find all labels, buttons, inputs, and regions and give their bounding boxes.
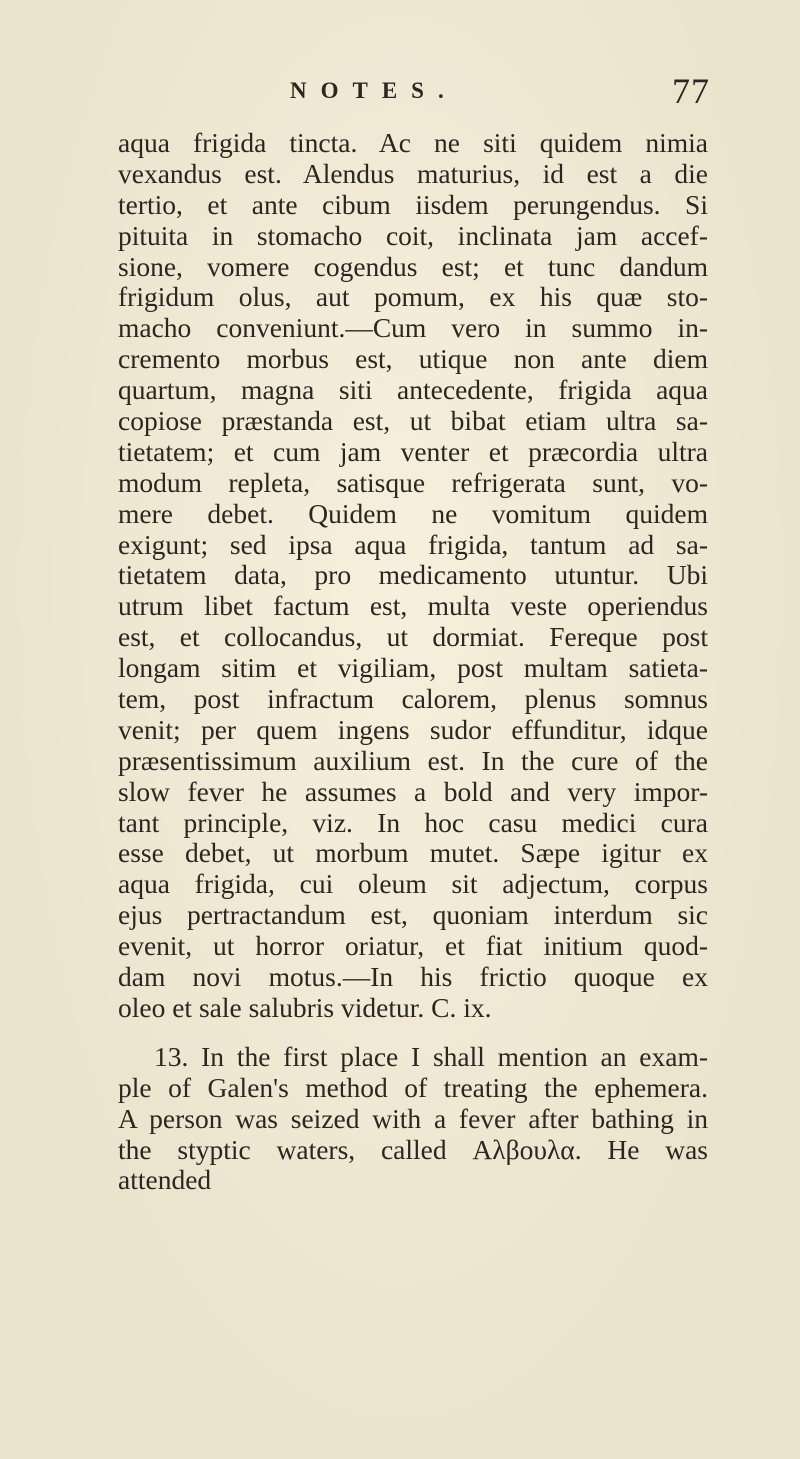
text-line: the styptic waters, called Αλβουλα. He was — [118, 1133, 708, 1165]
running-head-title: NOTES. — [290, 78, 458, 103]
text-line: tem, post infractum calorem, plenus somnus — [118, 683, 708, 715]
text-line: frigidum olus, aut pomum, ex his quæ sto- — [118, 281, 708, 313]
catchword: attended — [118, 1164, 212, 1196]
paragraph-note-13 — [118, 1042, 708, 1196]
body-text — [118, 128, 708, 1196]
text-line: tant principle, viz. In hoc casu medici cura — [118, 806, 708, 838]
text-line: aqua frigida tincta. Ac ne siti quidem nimia — [118, 127, 708, 158]
text-line: vexandus est. Alendus maturius, id est a die — [118, 157, 708, 189]
text-line: longam sitim et vigiliam, post multam satieta- — [118, 652, 708, 684]
text-line: præsentissimum auxilium est. In the cure of the — [118, 744, 708, 776]
text-line: ple of Galen's method of treating the ephemera. — [118, 1071, 708, 1103]
text-line: tertio, et ante cibum iisdem perungendus. Si — [118, 188, 708, 220]
text-line: aqua frigida, cui oleum sit adjectum, corpus — [118, 868, 708, 900]
text-line: oleo et sale salubris videtur. C. ix. — [118, 991, 492, 1023]
text-line: slow fever he assumes a bold and very impor- — [118, 775, 708, 807]
text-line: esse debet, ut morbum mutet. Sæpe igitur ex — [118, 837, 708, 869]
text-line: sione, vomere cogendus est; et tunc dandum — [118, 250, 708, 282]
paragraph-latin-quotation — [118, 128, 708, 1024]
text-line: 13. In the first place I shall mention an exam- — [154, 1040, 708, 1072]
running-head — [290, 70, 710, 116]
text-line: modum repleta, satisque refrigerata sunt, vo- — [118, 466, 708, 498]
text-line: tietatem; et cum jam venter et præcordia ultra — [118, 435, 708, 467]
text-line: pituita in stomacho coit, inclinata jam accef- — [118, 219, 708, 251]
text-line: est, et collocandus, ut dormiat. Fereque post — [118, 621, 708, 653]
text-line: macho conveniunt.—Cum vero in summo in- — [118, 312, 708, 344]
text-line: dam novi motus.—In his frictio quoque ex — [118, 961, 708, 993]
text-line: copiose præstanda est, ut bibat etiam ultra sa- — [118, 405, 708, 437]
text-line: cremento morbus est, utique non ante diem — [118, 343, 708, 375]
text-line: venit; per quem ingens sudor effunditur, idque — [118, 713, 708, 745]
text-line: exigunt; sed ipsa aqua frigida, tantum ad sa- — [118, 528, 708, 560]
text-line: A person was seized with a fever after bathing in — [118, 1102, 708, 1134]
text-line: mere debet. Quidem ne vomitum quidem — [118, 497, 708, 529]
text-line: quartum, magna siti antecedente, frigida aqua — [118, 374, 708, 406]
page-number: 77 — [672, 71, 710, 111]
text-line: ejus pertractandum est, quoniam interdum sic — [118, 899, 708, 931]
paragraph-spacer — [118, 1024, 708, 1042]
text-line: tietatem data, pro medicamento utuntur. Ubi — [118, 559, 708, 591]
text-line: evenit, ut horror oriatur, et fiat initium quod- — [118, 930, 708, 962]
text-line: utrum libet factum est, multa veste operiendus — [118, 590, 708, 622]
